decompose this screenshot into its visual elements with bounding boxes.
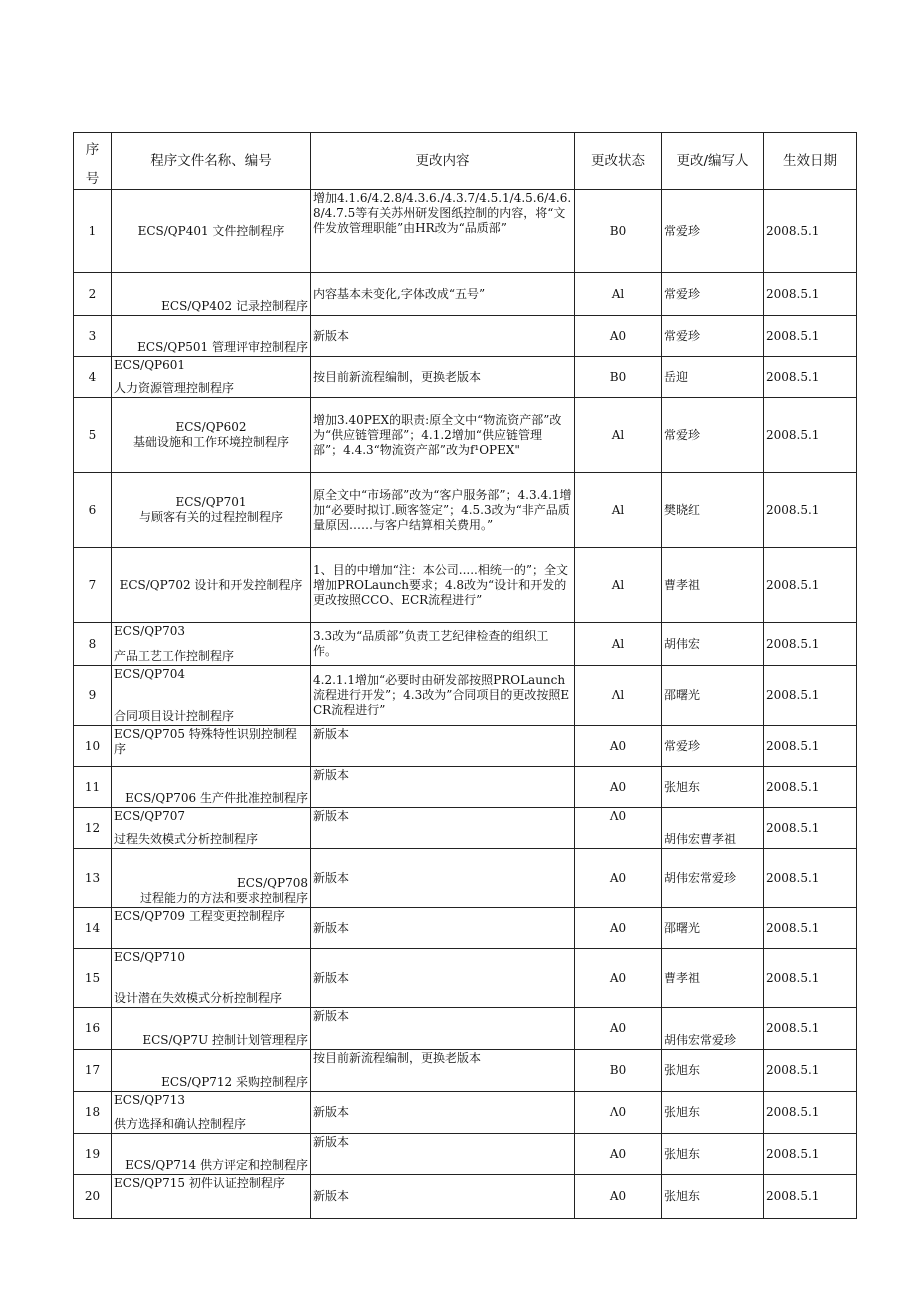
change-content bbox=[311, 273, 575, 316]
table-row bbox=[74, 808, 857, 849]
change-content bbox=[311, 623, 575, 666]
change-content bbox=[311, 767, 575, 808]
editor-name bbox=[662, 949, 764, 1008]
effective-date-text: 2008.5.1 bbox=[766, 970, 820, 985]
procedure-name bbox=[112, 767, 311, 808]
effective-date-text: 2008.5.1 bbox=[766, 920, 820, 935]
row-number bbox=[74, 767, 112, 808]
effective-date bbox=[764, 548, 857, 623]
procedure-name-line: 人力资源管理控制程序 bbox=[114, 381, 235, 395]
editor-name bbox=[662, 1092, 764, 1134]
change-record-table bbox=[73, 132, 857, 1219]
change-content bbox=[311, 316, 575, 357]
effective-date-text: 2008.5.1 bbox=[766, 1063, 820, 1077]
change-content bbox=[311, 398, 575, 473]
change-content-text: 3.3改为“品质部”负责工艺纪律检查的组织工作。 bbox=[313, 629, 549, 658]
change-status bbox=[575, 666, 662, 726]
effective-date-text: 2008.5.1 bbox=[766, 223, 820, 238]
editor-name bbox=[662, 273, 764, 316]
procedure-name bbox=[112, 908, 311, 949]
row-number-text: 15 bbox=[84, 970, 101, 985]
change-status bbox=[575, 1175, 662, 1219]
procedure-name-line: ECS/QP701 bbox=[175, 495, 247, 509]
procedure-name-line: 产品工艺工作控制程序 bbox=[114, 649, 235, 663]
table-row bbox=[74, 316, 857, 357]
row-number bbox=[74, 808, 112, 849]
change-status bbox=[575, 949, 662, 1008]
change-status bbox=[575, 1050, 662, 1092]
procedure-name bbox=[112, 357, 311, 398]
change-status-text: A0 bbox=[609, 870, 627, 885]
row-number-text: 6 bbox=[88, 502, 97, 517]
change-content-text: 新版本 bbox=[313, 727, 350, 741]
effective-date-text: 2008.5.1 bbox=[766, 369, 820, 384]
header-status: 更改状态 bbox=[575, 133, 662, 190]
table-row bbox=[74, 273, 857, 316]
table-row bbox=[74, 398, 857, 473]
effective-date-text: 2008.5.1 bbox=[766, 870, 820, 885]
effective-date-text: 2008.5.1 bbox=[766, 779, 820, 794]
procedure-name-line: ECS/QP602 bbox=[175, 420, 247, 434]
row-number-text: 12 bbox=[84, 820, 101, 835]
change-status bbox=[575, 1134, 662, 1175]
procedure-name bbox=[112, 623, 311, 666]
effective-date bbox=[764, 767, 857, 808]
change-status-text: A0 bbox=[609, 1189, 627, 1203]
table-row bbox=[74, 1008, 857, 1050]
change-content-text: 新版本 bbox=[313, 1009, 350, 1023]
editor-name bbox=[662, 316, 764, 357]
table-row bbox=[74, 190, 857, 273]
row-number-text: 10 bbox=[84, 738, 101, 753]
change-content bbox=[311, 473, 575, 548]
editor-name-text: 张旭东 bbox=[664, 779, 701, 794]
change-content bbox=[311, 548, 575, 623]
change-content-text: 新版本 bbox=[313, 328, 350, 343]
procedure-name bbox=[112, 849, 311, 908]
procedure-name-line: ECS/QP709 工程变更控制程序 bbox=[114, 909, 285, 923]
editor-name-text: 胡伟宏常爱珍 bbox=[664, 870, 737, 885]
effective-date bbox=[764, 398, 857, 473]
effective-date bbox=[764, 908, 857, 949]
change-status bbox=[575, 190, 662, 273]
change-content-text: 新版本 bbox=[313, 768, 350, 782]
procedure-name bbox=[112, 190, 311, 273]
editor-name bbox=[662, 1050, 764, 1092]
row-number bbox=[74, 548, 112, 623]
effective-date-text: 2008.5.1 bbox=[766, 577, 820, 592]
effective-date-text: 2008.5.1 bbox=[766, 1146, 820, 1161]
procedure-name bbox=[112, 666, 311, 726]
editor-name bbox=[662, 1175, 764, 1219]
change-status bbox=[575, 548, 662, 623]
row-number-text: 13 bbox=[84, 870, 101, 885]
row-number bbox=[74, 949, 112, 1008]
effective-date bbox=[764, 190, 857, 273]
table-row bbox=[74, 666, 857, 726]
effective-date-text: 2008.5.1 bbox=[766, 427, 820, 442]
row-number bbox=[74, 849, 112, 908]
editor-name-text: 张旭东 bbox=[664, 1146, 701, 1161]
procedure-name-line: ECS/QP705 特殊特性识别控制程序 bbox=[114, 727, 297, 756]
change-content-text: 增加4.1.6/4.2.8/4.3.6./4.3.7/4.5.1/4.5.6/4.6.8/4.7.5等有关苏州研发图纸控制的内容，将“文件发放管理职能”由HR改为“品质部” bbox=[313, 191, 572, 235]
row-number bbox=[74, 1050, 112, 1092]
editor-name bbox=[662, 1008, 764, 1050]
table-row bbox=[74, 949, 857, 1008]
change-status bbox=[575, 357, 662, 398]
table-body bbox=[74, 190, 857, 1219]
row-number bbox=[74, 726, 112, 767]
procedure-name-line: ECS/QP703 bbox=[114, 624, 186, 638]
procedure-name bbox=[112, 726, 311, 767]
change-status bbox=[575, 1008, 662, 1050]
effective-date bbox=[764, 1008, 857, 1050]
table-row bbox=[74, 1092, 857, 1134]
procedure-name-line: ECS/QP713 bbox=[114, 1093, 186, 1107]
table-row bbox=[74, 726, 857, 767]
effective-date bbox=[764, 1134, 857, 1175]
editor-name bbox=[662, 623, 764, 666]
change-content-text: 内容基本未变化,字体改成“五号” bbox=[313, 286, 486, 301]
procedure-name-line: ECS/QP708 bbox=[236, 876, 308, 890]
editor-name bbox=[662, 808, 764, 849]
editor-name-text: 张旭东 bbox=[664, 1063, 701, 1077]
change-status-text: Al bbox=[611, 577, 625, 592]
change-status-text: Al bbox=[611, 427, 625, 442]
effective-date-text: 2008.5.1 bbox=[766, 1189, 820, 1203]
editor-name bbox=[662, 1134, 764, 1175]
row-number-text: 16 bbox=[84, 1021, 101, 1035]
change-status-text: A0 bbox=[609, 328, 627, 343]
row-number bbox=[74, 1092, 112, 1134]
row-number-text: 8 bbox=[88, 636, 97, 651]
procedure-name-line: 设计潜在失效模式分析控制程序 bbox=[114, 991, 283, 1005]
row-number-text: 3 bbox=[88, 328, 97, 343]
procedure-name-line: ECS/QP715 初件认证控制程序 bbox=[114, 1176, 285, 1190]
row-number bbox=[74, 1008, 112, 1050]
change-content bbox=[311, 1008, 575, 1050]
change-content bbox=[311, 908, 575, 949]
effective-date-text: 2008.5.1 bbox=[766, 688, 820, 702]
procedure-name-line: ECS/QP710 bbox=[114, 950, 186, 964]
change-content bbox=[311, 1092, 575, 1134]
procedure-name bbox=[112, 473, 311, 548]
change-content bbox=[311, 357, 575, 398]
procedure-name bbox=[112, 1008, 311, 1050]
row-number bbox=[74, 273, 112, 316]
effective-date-text: 2008.5.1 bbox=[766, 738, 820, 753]
effective-date-text: 2008.5.1 bbox=[766, 1021, 820, 1035]
procedure-name-line: ECS/QP402 记录控制程序 bbox=[161, 299, 308, 313]
table-row bbox=[74, 767, 857, 808]
procedure-name-line: ECS/QP702 设计和开发控制程序 bbox=[119, 577, 303, 592]
row-number bbox=[74, 316, 112, 357]
change-content-text: 1、目的中增加“注：本公司.....相统一的”；全文增加PROLaunch要求；4.8改为“设计和开发的更改按照CCO、ECR流程进行” bbox=[313, 562, 568, 607]
procedure-name-line: ECS/QP707 bbox=[114, 809, 186, 823]
editor-name bbox=[662, 767, 764, 808]
row-number bbox=[74, 398, 112, 473]
table-row bbox=[74, 1134, 857, 1175]
change-status bbox=[575, 808, 662, 849]
editor-name-text: 胡伟宏曹孝祖 bbox=[664, 832, 737, 846]
change-content-text: 新版本 bbox=[313, 870, 350, 885]
change-content-text: 按目前新流程编制，更换老版本 bbox=[313, 1051, 482, 1065]
procedure-name bbox=[112, 1050, 311, 1092]
change-status bbox=[575, 908, 662, 949]
effective-date bbox=[764, 726, 857, 767]
procedure-name bbox=[112, 1175, 311, 1219]
change-content-text: 新版本 bbox=[313, 1135, 350, 1149]
change-status bbox=[575, 398, 662, 473]
change-status bbox=[575, 767, 662, 808]
procedure-name-line: ECS/QP501 管理评审控制程序 bbox=[137, 340, 308, 354]
change-status bbox=[575, 726, 662, 767]
editor-name-text: 胡伟宏常爱珍 bbox=[664, 1033, 737, 1047]
effective-date-text: 2008.5.1 bbox=[766, 328, 820, 343]
table-row bbox=[74, 473, 857, 548]
editor-name bbox=[662, 190, 764, 273]
table-row bbox=[74, 357, 857, 398]
effective-date-text: 2008.5.1 bbox=[766, 502, 820, 517]
editor-name-text: 张旭东 bbox=[664, 1105, 701, 1119]
procedure-name-line: ECS/QP401 文件控制程序 bbox=[137, 223, 285, 238]
change-content bbox=[311, 808, 575, 849]
row-number bbox=[74, 473, 112, 548]
row-number-text: 2 bbox=[88, 286, 97, 301]
row-number bbox=[74, 357, 112, 398]
editor-name-text: 常爱珍 bbox=[664, 328, 701, 343]
change-status-text: A0 bbox=[609, 920, 627, 935]
procedure-name bbox=[112, 808, 311, 849]
change-status-text: Λl bbox=[611, 688, 625, 702]
change-status-text: B0 bbox=[609, 1063, 627, 1077]
change-content bbox=[311, 726, 575, 767]
editor-name bbox=[662, 473, 764, 548]
procedure-name bbox=[112, 398, 311, 473]
change-status-text: Al bbox=[611, 286, 625, 301]
table-row bbox=[74, 1175, 857, 1219]
header-seq-line2: 号 bbox=[85, 171, 100, 187]
editor-name-text: 曹孝祖 bbox=[664, 970, 701, 985]
procedure-name-line: 供方选择和确认控制程序 bbox=[114, 1117, 247, 1131]
editor-name-text: 曹孝祖 bbox=[664, 577, 701, 592]
procedure-name-line: ECS/QP704 bbox=[114, 667, 186, 681]
change-status-text: A0 bbox=[609, 1146, 627, 1161]
editor-name-text: 樊晓红 bbox=[664, 502, 701, 517]
header-date: 生效日期 bbox=[764, 133, 857, 190]
effective-date bbox=[764, 357, 857, 398]
change-content bbox=[311, 190, 575, 273]
editor-name bbox=[662, 849, 764, 908]
table-row bbox=[74, 1050, 857, 1092]
row-number-text: 14 bbox=[84, 920, 101, 935]
header-row bbox=[74, 133, 857, 190]
effective-date bbox=[764, 666, 857, 726]
procedure-name bbox=[112, 316, 311, 357]
editor-name-text: 邵曙光 bbox=[664, 688, 701, 702]
editor-name-text: 岳迎 bbox=[664, 369, 689, 384]
procedure-name bbox=[112, 949, 311, 1008]
editor-name-text: 邵曙光 bbox=[664, 920, 701, 935]
editor-name-text: 常爱珍 bbox=[664, 427, 701, 442]
row-number-text: 18 bbox=[84, 1105, 101, 1119]
row-number bbox=[74, 1134, 112, 1175]
row-number bbox=[74, 623, 112, 666]
change-content-text: 新版本 bbox=[313, 970, 350, 985]
table-row bbox=[74, 623, 857, 666]
change-status bbox=[575, 473, 662, 548]
effective-date bbox=[764, 949, 857, 1008]
effective-date bbox=[764, 473, 857, 548]
change-status-text: Al bbox=[611, 636, 625, 651]
effective-date-text: 2008.5.1 bbox=[766, 636, 820, 651]
procedure-name-line: 过程能力的方法和要求控制程序 bbox=[139, 891, 308, 905]
change-content-text: 4.2.1.1增加“必要时由研发部按照PROLaunch流程进行开发”；4.3改为”合同项目的更改按照ECR流程进行” bbox=[313, 673, 570, 717]
procedure-name bbox=[112, 548, 311, 623]
procedure-name bbox=[112, 273, 311, 316]
change-content-text: 新版本 bbox=[313, 1189, 350, 1203]
change-status-text: A0 bbox=[609, 1021, 627, 1035]
editor-name-text: 胡伟宏 bbox=[664, 636, 701, 651]
procedure-name-line: ECS/QP714 供方评定和控制程序 bbox=[125, 1158, 308, 1172]
editor-name bbox=[662, 548, 764, 623]
row-number-text: 4 bbox=[88, 369, 97, 384]
row-number-text: 11 bbox=[84, 779, 101, 794]
editor-name-text: 常爱珍 bbox=[664, 223, 701, 238]
change-status-text: B0 bbox=[609, 223, 627, 238]
row-number bbox=[74, 190, 112, 273]
row-number-text: 17 bbox=[84, 1063, 101, 1077]
row-number-text: 19 bbox=[84, 1146, 101, 1161]
header-name: 程序文件名称、编号 bbox=[112, 133, 311, 190]
row-number-text: 5 bbox=[88, 427, 97, 442]
effective-date bbox=[764, 808, 857, 849]
effective-date bbox=[764, 316, 857, 357]
procedure-name-line: 合同项目设计控制程序 bbox=[114, 709, 235, 723]
row-number-text: 9 bbox=[88, 688, 97, 702]
effective-date bbox=[764, 623, 857, 666]
change-status bbox=[575, 623, 662, 666]
change-status-text: B0 bbox=[609, 369, 627, 384]
change-content-text: 新版本 bbox=[313, 920, 350, 935]
row-number-text: 7 bbox=[88, 577, 97, 592]
editor-name-text: 常爱珍 bbox=[664, 286, 701, 301]
change-content-text: 增加3.40PEX的职责:原全文中“物流资产部”改为“供应链管理部”；4.1.2增加“供应链管理部”；4.4.3“物流资产部”改为f¹OPEX" bbox=[313, 412, 562, 457]
change-status bbox=[575, 1092, 662, 1134]
editor-name-text: 常爱珍 bbox=[664, 738, 701, 753]
change-content bbox=[311, 949, 575, 1008]
change-content bbox=[311, 1175, 575, 1219]
procedure-name bbox=[112, 1134, 311, 1175]
procedure-name-line: ECS/QP7U 控制计划管理程序 bbox=[142, 1033, 308, 1047]
change-content bbox=[311, 849, 575, 908]
row-number-text: 20 bbox=[84, 1189, 101, 1203]
editor-name-text: 张旭东 bbox=[664, 1189, 701, 1203]
effective-date bbox=[764, 1175, 857, 1219]
procedure-name-line: 与顾客有关的过程控制程序 bbox=[138, 510, 283, 524]
effective-date-text: 2008.5.1 bbox=[766, 286, 820, 301]
effective-date-text: 2008.5.1 bbox=[766, 820, 820, 835]
change-content bbox=[311, 1134, 575, 1175]
change-status-text: A0 bbox=[609, 970, 627, 985]
editor-name bbox=[662, 357, 764, 398]
change-status bbox=[575, 273, 662, 316]
procedure-name-line: 过程失效模式分析控制程序 bbox=[114, 832, 259, 846]
change-content-text: 按目前新流程编制，更换老版本 bbox=[313, 369, 482, 384]
change-status-text: Λ0 bbox=[609, 1105, 627, 1119]
effective-date bbox=[764, 273, 857, 316]
procedure-name-line: 基础设施和工作环境控制程序 bbox=[132, 435, 289, 449]
effective-date bbox=[764, 1092, 857, 1134]
editor-name bbox=[662, 666, 764, 726]
editor-name bbox=[662, 398, 764, 473]
effective-date-text: 2008.5.1 bbox=[766, 1105, 820, 1119]
change-status-text: A0 bbox=[609, 779, 627, 794]
table-row bbox=[74, 849, 857, 908]
procedure-name bbox=[112, 1092, 311, 1134]
effective-date bbox=[764, 1050, 857, 1092]
header-content: 更改内容 bbox=[311, 133, 575, 190]
effective-date bbox=[764, 849, 857, 908]
change-status bbox=[575, 316, 662, 357]
row-number bbox=[74, 666, 112, 726]
change-content-text: 原全文中“市场部”改为“客户服务部”；4.3.4.1增加“必要时拟订.顾客签定”；4.5.3改为“非产品质量原因……与客户结算相关费用。” bbox=[313, 487, 572, 532]
table-row bbox=[74, 908, 857, 949]
header-seq-line1: 序 bbox=[85, 142, 100, 158]
procedure-name-line: ECS/QP712 采购控制程序 bbox=[161, 1075, 308, 1089]
change-content-text: 新版本 bbox=[313, 1105, 350, 1119]
header-seq bbox=[74, 133, 112, 190]
change-status-text: Λ0 bbox=[609, 809, 627, 823]
row-number bbox=[74, 908, 112, 949]
change-content bbox=[311, 666, 575, 726]
change-status bbox=[575, 849, 662, 908]
row-number bbox=[74, 1175, 112, 1219]
procedure-name-line: ECS/QP706 生产件批准控制程序 bbox=[125, 791, 308, 805]
change-content bbox=[311, 1050, 575, 1092]
change-status-text: A0 bbox=[609, 738, 627, 753]
editor-name bbox=[662, 908, 764, 949]
editor-name bbox=[662, 726, 764, 767]
change-content-text: 新版本 bbox=[313, 809, 350, 823]
procedure-name-line: ECS/QP601 bbox=[114, 358, 186, 372]
table-row bbox=[74, 548, 857, 623]
change-status-text: Al bbox=[611, 502, 625, 517]
header-editor: 更改/编写人 bbox=[662, 133, 764, 190]
row-number-text: 1 bbox=[88, 223, 97, 238]
